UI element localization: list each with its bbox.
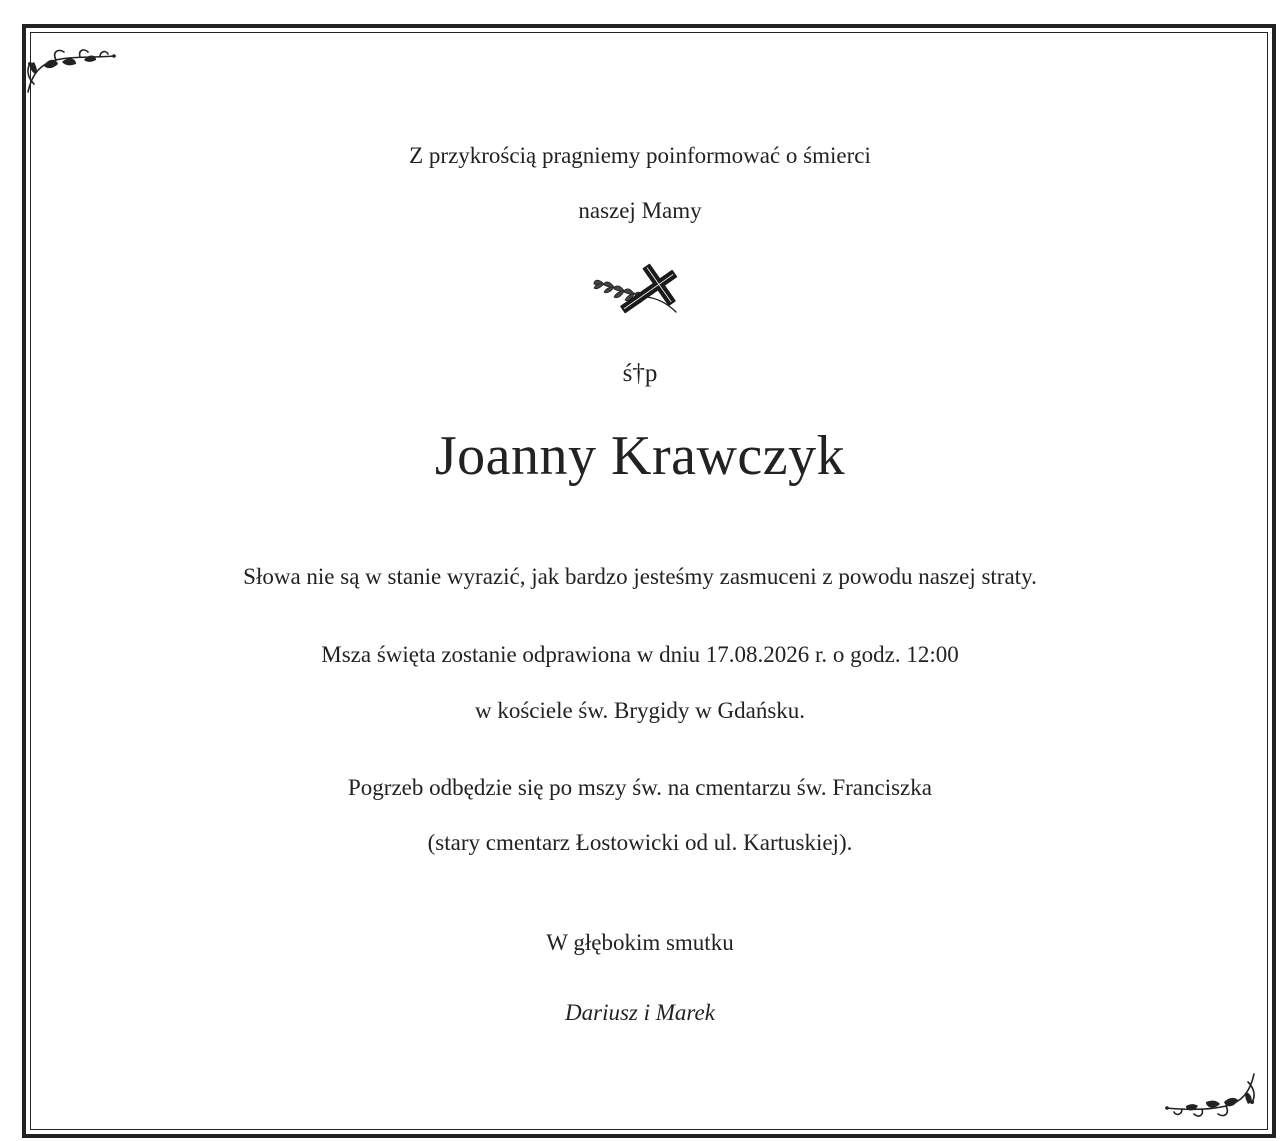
floral-corner-top-left-icon: [22, 44, 118, 98]
condolence-message: Słowa nie są w stanie wyrazić, jak bardzo jesteśmy zasmuceni z powodu naszej straty.: [243, 564, 1037, 589]
mass-details-line-1: Msza święta zostanie odprawiona w dniu 17.08.2026 r. o godz. 12:00: [321, 642, 959, 667]
cross-with-palm-branch-icon: [590, 262, 690, 322]
stp-prefix: ś†p: [622, 360, 658, 387]
intro-text: Z przykrością pragniemy poinformować o śmierci: [409, 143, 871, 168]
deceased-name: Joanny Krawczyk: [434, 425, 846, 487]
burial-details-line-1: Pogrzeb odbędzie się po mszy św. na cmentarzu św. Franciszka: [348, 775, 932, 800]
burial-details-line-2: (stary cmentarz Łostowicki od ul. Kartuskiej).: [427, 830, 853, 855]
floral-corner-bottom-right-icon: [1162, 1070, 1260, 1122]
relation-text: naszej Mamy: [578, 198, 702, 223]
closing-text: W głębokim smutku: [546, 930, 734, 955]
mass-details-line-2: w kościele św. Brygidy w Gdańsku.: [474, 698, 806, 723]
signatures: Dariusz i Marek: [565, 1000, 715, 1025]
